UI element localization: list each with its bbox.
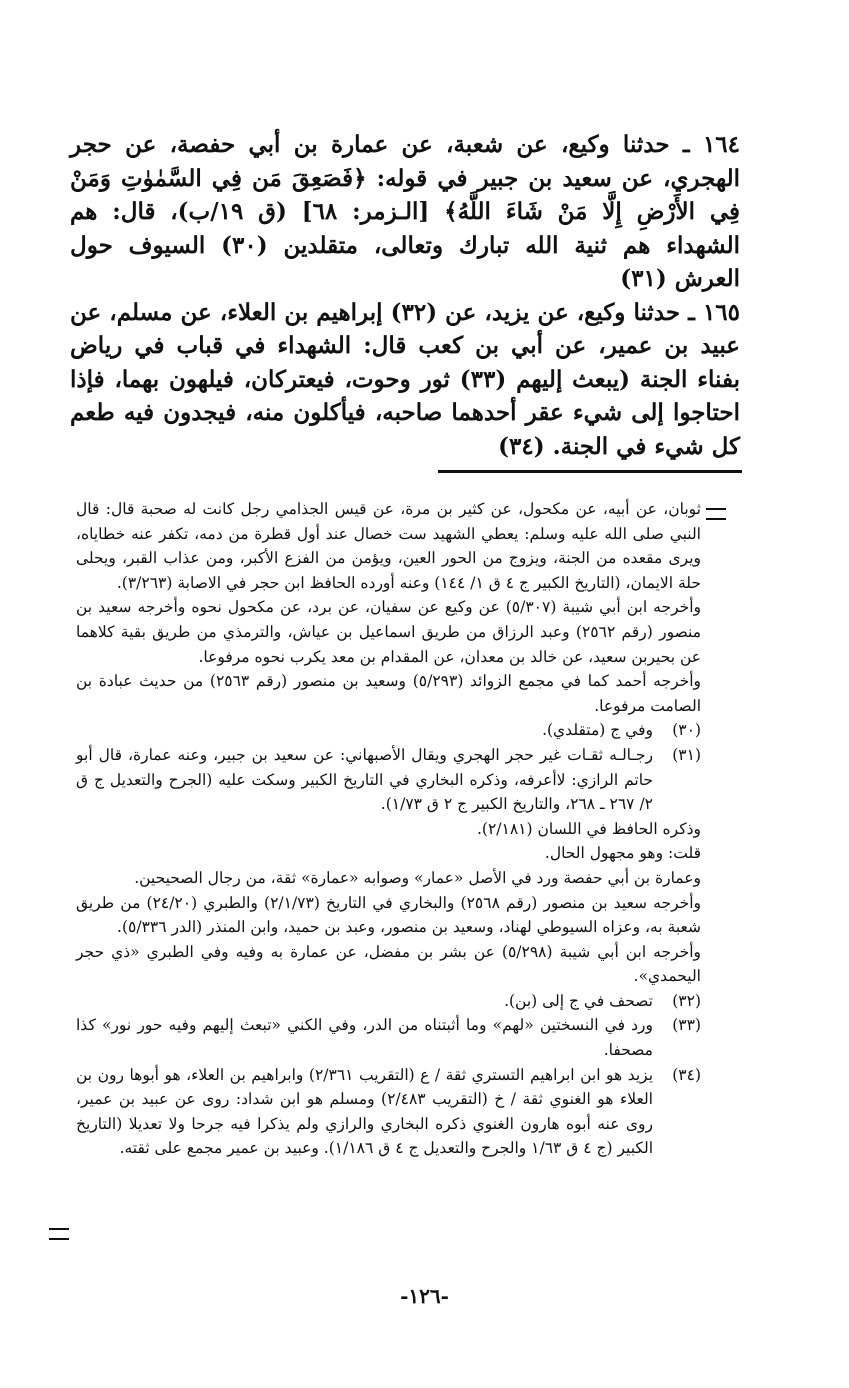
footnote-divider xyxy=(438,470,742,473)
hadith-164 xyxy=(70,128,740,296)
footnote-30 xyxy=(76,718,701,743)
footnote-31 xyxy=(76,743,701,817)
hadith-164-lead: ١٦٤ ـ حدثنا وكيع، عن شعبة، عن عمارة بن أبي حفصة، عن حجر الهجري، عن سعيد بن جبير في قوله: xyxy=(70,131,740,192)
footnote-paragraph: وذكره الحافظ في اللسان (٢/١٨١). xyxy=(476,819,701,838)
footnote-number: (٣٤) xyxy=(672,1065,701,1084)
footnote-33 xyxy=(76,1013,701,1062)
page-number: -١٢٦- xyxy=(400,1284,449,1308)
footnote-paragraph: وأخرجه سعيد بن منصور (رقم ٢٥٦٨) والبخاري في التاريخ (٢/١/٧٣) والطبري (٢٤/٢٠) من طريق شعبة به، وعزاه السيوطي لهناد، وسعيد بن منصور، وعبد بن حميد، وابن المنذر (الدر ٥/٣٣٦). xyxy=(76,893,701,937)
footnote-number: (٣٢) xyxy=(672,991,701,1010)
continuation-mark-icon xyxy=(706,508,726,520)
footnote-32 xyxy=(76,989,701,1014)
continuation-mark-icon xyxy=(49,1228,69,1240)
footnotes xyxy=(76,497,701,1161)
footnote-text: رجـالـه ثقـات غير حجر الهجري ويقال الأصبهاني: عن سعيد بن جبير، وعنه عمارة، قال أبو حاتم الرازي: لاأعرفه، وذكره البخاري في التاريخ الكبير وسكت عليه (الجرح والتعديل ج ق ٢/ ٢٦٧ ـ ٢٦٨، والتاريخ الكبير ج ٢ ق ١/٧٣). xyxy=(76,745,653,814)
footnote-text: تصحف في ج إلى (بن). xyxy=(504,991,653,1010)
footnote-paragraph: وأخرجه ابن أبي شيبة (٥/٢٩٨) عن بشر بن مفضل، عن عمارة به وفيه وفي الطبري «ذي حجر اليحمدي». xyxy=(76,942,701,986)
footnote-continued-paragraph: ثوبان، عن أبيه، عن مكحول، عن كثير بن مرة، عن قيس الجذامي رجل كانت له صحبة قال: قال النبي صلى الله عليه وسلم: يعطي الشهيد ست خصال عند أول قطرة من دمه، تكفر عنه خطاياه، ويرى مقعده من الجنة، ويزوج من الحور العين، ويؤمن من الفزع الأكبر، ومن عذاب القبر، ويحلى حلة الايمان، (التاريخ الكبير ج ٤ ق ١/ ١٤٤) وعنه أورده الحافظ ابن حجر في الاصابة (٣/٢٦٣). xyxy=(76,500,701,592)
hadith-164-rest: [الـزمر: ٦٨] (ق ١٩/ب)، قال: هم الشهداء هم ثنية الله تبارك وتعالى، متقلدين (٣٠) السيوف حول العرش (٣١) xyxy=(70,198,740,292)
footnote-number: (٣٣) xyxy=(672,1016,701,1035)
footnote-text: ورد في النسختين «لهم» وما أثبتناه من الدر، وفي الكني «تبعث إليهم وفيه حور نور» كذا مصحفا. xyxy=(76,1016,653,1060)
footnote-continued-paragraph: وأخرجه ابن أبي شيبة (٥/٣٠٧) عن وكيع عن سفيان، عن برد، عن مكحول نحوه وأخرجه سعيد بن منصور (رقم ٢٥٦٢) وعبد الرزاق من طريق اسماعيل بن عياش، والترمذي من طريق بقية كلاهما عن بحيربن سعيد، عن خالد بن معدان، عن المقدام بن معد يكرب نحوه مرفوعا. xyxy=(76,598,701,666)
hadith-165: ١٦٥ ـ حدثنا وكيع، عن يزيد، عن (٣٢) إبراهيم بن العلاء، عن مسلم، عن عبيد بن عمير، عن أبي بن كعب قال: الشهداء في قباب في رياض بفناء الجنة (يبعث إليهم (٣٣) ثور وحوت، فيعتركان، فيلهون بهما، فإذا احتاجوا إلى شيء عقر أحدهما صاحبه، فيأكلون منه، فيجدون فيه طعم كل شيء في الجنة. (٣٤) xyxy=(70,298,740,460)
footnote-paragraph: وعمارة بن أبي حفصة ورد في الأصل «عمار» وصوابه «عمارة» ثقة، من رجال الصحيحين. xyxy=(134,868,701,887)
main-text xyxy=(70,128,740,463)
footnote-paragraph: قلت: وهو مجهول الحال. xyxy=(544,844,701,863)
footnote-continued-paragraph: وأخرجه أحمد كما في مجمع الزوائد (٥/٢٩٣) وسعيد بن منصور (رقم ٢٥٦٣) من حديث عبادة بن الصامت مرفوعا. xyxy=(76,672,701,715)
footnote-number: (٣١) xyxy=(672,745,701,764)
footnote-text: وفي ج (متقلدي). xyxy=(542,721,653,740)
footnote-number: (٣٠) xyxy=(672,721,701,740)
quran-verse: ﴿فَصَعِقَ مَن فِي السَّمٰوٰتِ وَمَنْ فِي الأَرْضِ إِلَّا مَنْ شَاءَ اللَّهُ﴾ xyxy=(70,164,741,225)
footnote-34 xyxy=(76,1063,701,1161)
footnote-text: يزيد هو ابن ابراهيم التستري ثقة / ع (التقريب ٢/٣٦١) وابراهيم بن العلاء، هو أبوها رون بن العلاء هو الغنوي ثقة / خ (التقريب ٢/٤٨٣) ومسلم هو ابن شداد: روى عن عبيد بن عمير، روى عنه أبوه هارون الغنوي ذكره البخاري والرازي ولم يذكرا فيه جرحا ولا تعديلا (التاريخ الكبير (ج ٤ ق ١/٦٣ والجرح والتعديل ج ٤ ق ١/١٨٦). وعبيد بن عمير مجمع على ثقته. xyxy=(76,1065,654,1158)
